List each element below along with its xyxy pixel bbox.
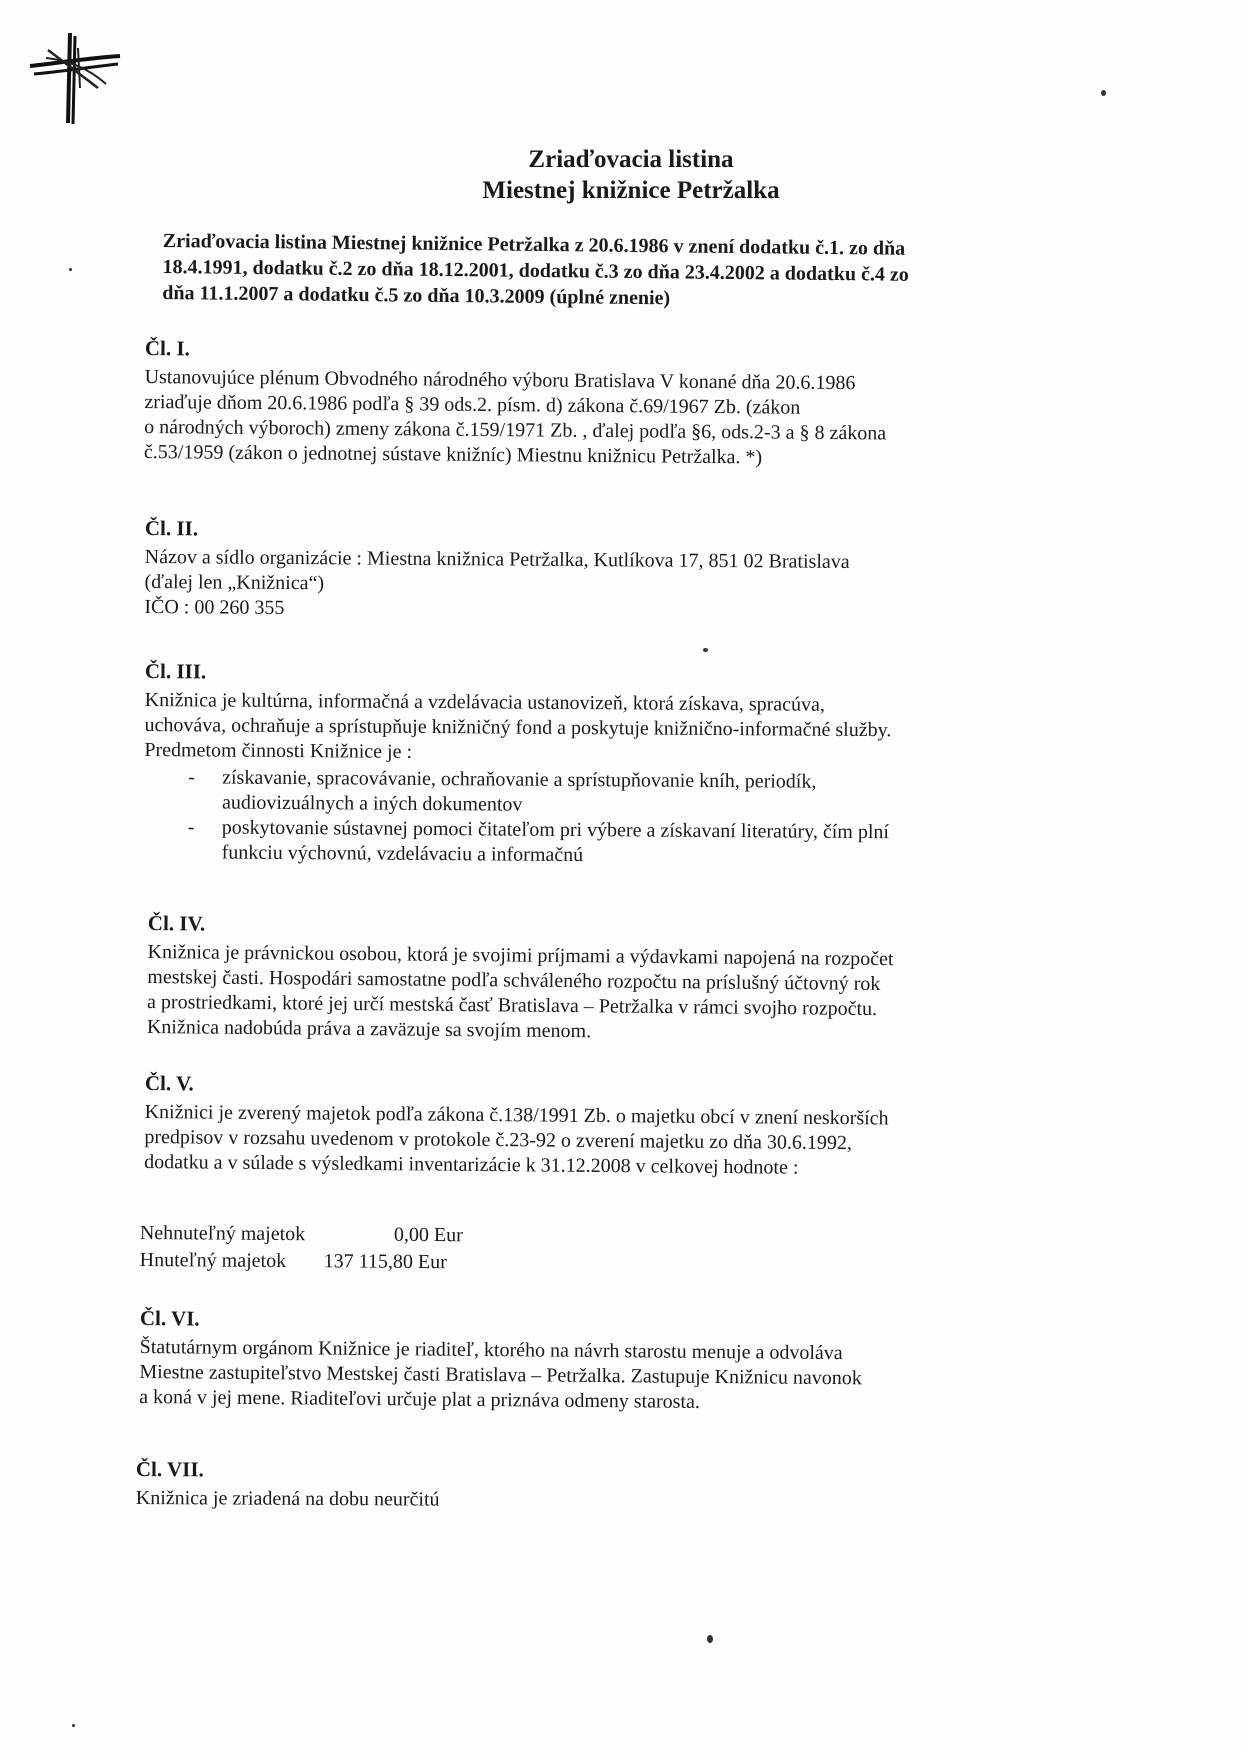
text-line: a prostriedkami, ktoré jej určí mestská časť Bratislava – Petržalka v rámci svojho rozpočtu. (147, 990, 878, 1021)
asset-label: Nehnuteľný majetok (139, 1222, 306, 1246)
text-line: uchováva, ochraňuje a sprístupňuje knižničný fond a poskytuje knižnično-informačné služby. (144, 713, 892, 742)
list-item (144, 815, 1099, 872)
text-line: a koná v jej mene. Riaditeľovi určuje plat a priznáva odmeny starosta. (139, 1385, 700, 1413)
text-line: Knižnica je zriadená na dobu neurčitú (135, 1486, 440, 1511)
scan-speck (69, 268, 72, 271)
document-title-line-2: Miestnej knižnice Petržalka (482, 177, 780, 204)
article-text (147, 940, 1103, 1049)
list-item (144, 765, 1099, 822)
asset-label: Hnuteľný majetok (139, 1248, 287, 1273)
article-heading: Čl. II. (144, 516, 199, 541)
text-line: získavanie, spracovávanie, ochraňovanie a sprístupňovanie kníh, periodík, (222, 766, 817, 793)
text-line: Miestne zastupiteľstvo Mestskej časti Bratislava – Petržalka. Zastupuje Knižnicu navonok (139, 1360, 862, 1390)
article-4 (147, 910, 1103, 1049)
article-6 (139, 1305, 1095, 1418)
article-1 (144, 335, 1100, 473)
article-7 (136, 1456, 1091, 1516)
article-text (144, 365, 1100, 473)
article-5 (144, 1070, 1100, 1183)
intro-line: Zriaďovacia listina Miestnej knižnice Petržalka z 20.6.1986 v znení dodatku č.1. zo dňa (162, 229, 906, 260)
scan-speck (72, 1724, 75, 1727)
text-line: (ďalej len „Knižnica“) (144, 570, 325, 595)
document-title-line-1: Zriaďovacia listina (528, 146, 734, 173)
article-heading: Čl. III. (144, 659, 207, 684)
text-line: Knižnica je právnickou osobou, ktorá je svojimi príjmami a výdavkami napojená na rozpočet (147, 940, 894, 971)
text-line: Knižnica je kultúrna, informačná a vzdelávacia ustanovizeň, ktorá získava, spracúva, (144, 688, 826, 716)
article-text (136, 1486, 1091, 1516)
text-line: predpisov v rozsahu uvedenom v protokole č.23-92 o zverení majetku zo dňa 30.6.1992, (144, 1125, 853, 1155)
handwritten-cross-mark-icon (28, 28, 128, 128)
asset-value: 0,00 Eur (393, 1223, 463, 1247)
text-line: Názov a sídlo organizácie : Miestna knižnica Petržalka, Kutlíkova 17, 851 02 Bratislava (144, 545, 850, 573)
text-line: funkciu výchovnú, vzdelávaciu a informačnú (221, 841, 584, 867)
asset-value: 137 115,80 Eur (323, 1250, 447, 1274)
asset-row-movable (140, 1247, 1095, 1281)
intro-paragraph (162, 228, 1093, 316)
text-line: č.53/1959 (zákon o jednotnej sústave knižníc) Miestnu knižnicu Petržalka. *) (143, 440, 763, 469)
article-text (144, 545, 1100, 627)
intro-line: dňa 11.1.2007 a dodatku č.5 zo dňa 10.3.2009 (úplné znenie) (162, 281, 671, 310)
bullet-dash: - (188, 766, 195, 789)
article-text (144, 688, 1100, 770)
article-heading: Čl. VI. (139, 1306, 200, 1331)
article-heading: Čl. I. (144, 335, 190, 361)
text-line: zriaďuje dňom 20.6.1986 podľa § 39 ods.2. písm. d) zákona č.69/1967 Zb. (zákon (144, 390, 801, 419)
ico-line: IČO : 00 260 355 (144, 595, 285, 619)
text-line: Predmetom činnosti Knižnice je : (144, 738, 413, 763)
article-3 (144, 658, 1100, 872)
text-line: Štatutárnym orgánom Knižnice je riaditeľ, ktorého na návrh starostu menuje a odvoláva (139, 1335, 843, 1365)
article-text (139, 1335, 1095, 1418)
text-line: o národných výboroch) zmeny zákona č.159/1971 Zb. , ďalej podľa §6, ods.2-3 a § 8 zákona (144, 415, 887, 445)
article-text (144, 1100, 1100, 1183)
scan-speck (1101, 90, 1106, 96)
text-line: audiovizuálnych a iných dokumentov (221, 791, 523, 816)
activity-list (144, 765, 1100, 872)
scan-speck (707, 1635, 713, 1643)
scan-speck (703, 648, 708, 652)
bullet-dash: - (187, 816, 195, 839)
article-2 (144, 515, 1100, 627)
article-heading: Čl. VII. (135, 1457, 204, 1482)
text-line: Ustanovujúce plénum Obvodného národného výboru Bratislava V konané dňa 20.6.1986 (144, 365, 856, 395)
article-heading: Čl. V. (144, 1071, 194, 1096)
text-line: dodatku a v súlade s výsledkami inventarizácie k 31.12.2008 v celkovej hodnote : (144, 1150, 799, 1179)
text-line: mestskej časti. Hospodári samostatne podľa schváleného rozpočtu na príslušný účtovný rok (147, 965, 881, 996)
article-heading: Čl. IV. (147, 910, 206, 936)
text-line: poskytovanie sústavnej pomoci čitateľom pri výbere a získavaní literatúry, čím plní (221, 816, 890, 844)
asset-values (140, 1220, 1095, 1281)
text-line: Knižnici je zverený majetok podľa zákona č.138/1991 Zb. o majetku obcí v znení neskorších (144, 1100, 889, 1130)
text-line: Knižnica nadobúda práva a zaväzuje sa svojím menom. (146, 1015, 592, 1043)
intro-line: 18.4.1991, dodatku č.2 zo dňa 18.12.2001, dodatku č.3 zo dňa 23.4.2002 a dodatku č.4 zo (162, 255, 909, 286)
